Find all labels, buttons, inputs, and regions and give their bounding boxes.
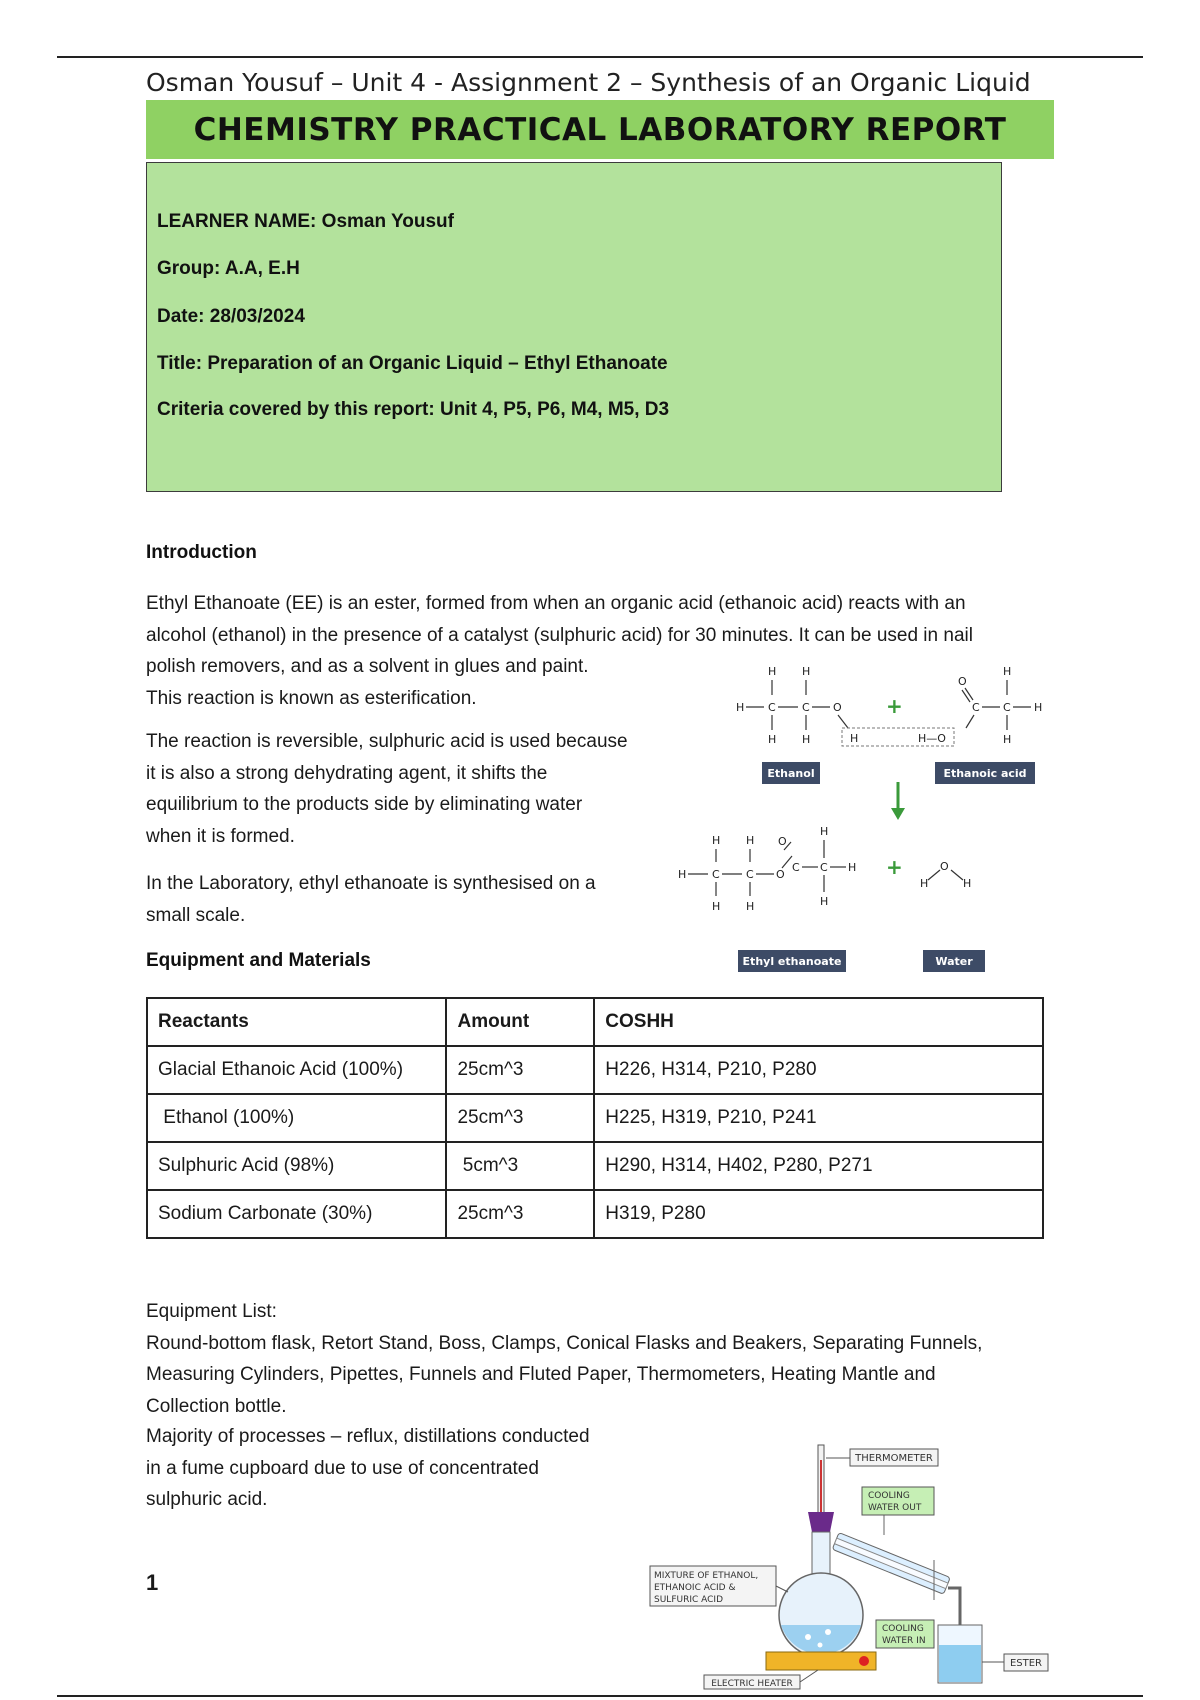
atom-label: C [802,701,810,714]
mixture-label: SULFURIC ACID [654,1595,723,1605]
cooling-water-in-label: WATER IN [882,1636,926,1646]
table-row [147,1190,1043,1238]
amount-cell: 25cm^3 [446,1046,594,1094]
group: Group: A.A, E.H [157,258,300,279]
reactant-cell: Glacial Ethanoic Acid (100%) [147,1046,446,1094]
cooling-water-in-label: COOLING [882,1624,924,1634]
atom-label: O [958,675,967,688]
atom-label: H [1034,701,1043,714]
page-number: 1 [146,1570,159,1595]
plus-sign: + [886,855,903,879]
heater-label: ELECTRIC HEATER [711,1679,793,1689]
introduction-heading: Introduction [146,542,257,563]
equipment-list-line: Measuring Cylinders, Pipettes, Funnels and Fluted Paper, Thermometers, Heating Mantle and [146,1364,936,1385]
report-banner [146,100,1054,159]
intro-line: alcohol (ethanol) in the presence of a catalyst (sulphuric acid) for 30 minutes. It can be used in nail [146,624,973,646]
reactant-cell: Ethanol (100%) [147,1094,446,1142]
coshh-cell: H226, H314, P210, P280 [594,1046,1043,1094]
reactant-cell: Sulphuric Acid (98%) [147,1142,446,1190]
banner-title: CHEMISTRY PRACTICAL LABORATORY REPORT [193,111,1007,148]
amount-cell: 25cm^3 [446,1190,594,1238]
column-header: Amount [446,998,594,1046]
column-header: COSHH [594,998,1043,1046]
amount-cell: 25cm^3 [446,1094,594,1142]
atom-label: H [1003,733,1012,746]
learner-name: LEARNER NAME: Osman Yousuf [157,211,454,232]
atom-label: H [820,895,829,908]
cooling-water-out-label: COOLING [868,1491,910,1501]
atom-label: O [833,701,842,714]
atom-label: H [1003,665,1012,678]
atom-label: H [820,825,829,838]
amount-cell: 5cm^3 [446,1142,594,1190]
water-label: Water [935,955,973,968]
report-title: Title: Preparation of an Organic Liquid – Ethyl Ethanoate [157,353,668,374]
mixture-label: ETHANOIC ACID & [654,1583,736,1593]
intro-line: Ethyl Ethanoate (EE) is an ester, formed from when an organic acid (ethanoic acid) reacts with an [146,593,966,614]
intro-line: polish removers, and as a solvent in glues and paint. [146,656,589,677]
atom-label: H [746,834,755,847]
criteria: Criteria covered by this report: Unit 4, P5, P6, M4, M5, D3 [157,399,670,420]
atom-label: H [802,665,811,678]
note-line: in a fume cupboard due to use of concentrated [146,1457,539,1479]
reaction-arrow-icon [891,782,905,820]
ethanoic-acid-label: Ethanoic acid [943,767,1027,780]
ethanol-label: Ethanol [767,767,815,780]
atom-label: H [848,861,857,874]
atom-label: C [746,868,754,881]
intro-line: In the Laboratory, ethyl ethanoate is synthesised on a [146,873,596,894]
atom-label: H [963,877,972,890]
atom-label: H [802,733,811,746]
atom-label: O [776,868,785,881]
ester-label: ESTER [1009,1658,1043,1669]
intro-line: The reaction is reversible, sulphuric acid is used because [146,731,628,752]
table-row [147,1046,1043,1094]
atom-label: H [736,701,745,714]
mixture-label: MIXTURE OF ETHANOL, [654,1571,759,1581]
reactant-cell: Sodium Carbonate (30%) [147,1190,446,1238]
intro-line: it is also a strong dehydrating agent, it shifts the [146,762,548,784]
table-row [147,1094,1043,1142]
atom-label: O [778,835,787,848]
coshh-cell: H319, P280 [594,1190,1043,1238]
fume-cupboard-note [146,1421,666,1516]
reversible-paragraph [146,726,666,852]
atom-label: H [678,868,687,881]
atom-label: C [1003,701,1011,714]
document-header: Osman Yousuf – Unit 4 - Assignment 2 – Synthesis of an Organic Liquid [146,68,1031,97]
heater-indicator-icon [859,1656,869,1666]
top-rule [57,56,1143,58]
bottom-rule [57,1695,1143,1697]
date: Date: 28/03/2024 [157,306,305,327]
atom-label: H [768,665,777,678]
intro-line: equilibrium to the products side by eliminating water [146,794,583,815]
atom-label: H [768,733,777,746]
table-header-row [147,998,1043,1046]
atom-label: H [920,877,929,890]
atom-label: C [972,701,980,714]
atom-label: O [940,860,949,873]
thermometer-label: THERMOMETER [855,1453,933,1464]
intro-line: This reaction is known as esterification. [146,687,477,709]
atom-label: C [792,861,800,874]
equipment-list [146,1296,1066,1422]
plus-sign: + [886,694,903,718]
atom-label: C [820,861,828,874]
atom-label: C [712,868,720,881]
equipment-list-line: Collection bottle. [146,1395,287,1417]
distillation-apparatus-diagram [648,1440,1068,1690]
atom-label: H [712,900,721,913]
equipment-list-title: Equipment List: [146,1301,277,1322]
atom-label: H [850,732,859,745]
esterification-diagram [670,660,1070,980]
note-line: Majority of processes – reflux, distillations conducted [146,1426,590,1447]
column-header: Reactants [147,998,446,1046]
note-line: sulphuric acid. [146,1489,268,1510]
equipment-heading: Equipment and Materials [146,950,371,971]
equipment-list-line: Round-bottom flask, Retort Stand, Boss, Clamps, Conical Flasks and Beakers, Separating Funnels, [146,1332,983,1354]
atom-label: H—O [918,732,946,745]
coshh-cell: H290, H314, H402, P280, P271 [594,1142,1043,1190]
coshh-cell: H225, H319, P210, P241 [594,1094,1043,1142]
ethyl-ethanoate-label: Ethyl ethanoate [742,955,842,968]
atom-label: H [746,900,755,913]
atom-label: H [712,834,721,847]
table-row [147,1142,1043,1190]
ester-liquid [939,1645,981,1682]
atom-label: C [768,701,776,714]
learner-info-box [146,162,1002,492]
intro-line: small scale. [146,904,246,926]
reactants-table [146,997,1044,1239]
flask-liquid [781,1625,861,1654]
laboratory-paragraph [146,868,666,931]
cooling-water-out-label: WATER OUT [868,1503,922,1513]
stopper-icon [808,1512,834,1532]
intro-line: when it is formed. [146,825,295,847]
